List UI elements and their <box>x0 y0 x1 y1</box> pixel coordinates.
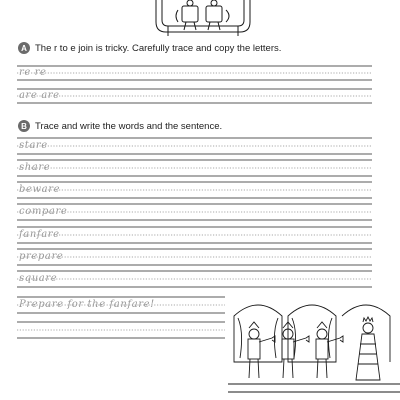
palace-trumpeters-illustration <box>228 292 400 400</box>
trace-compare: compare <box>19 206 68 217</box>
trace-beware: beware <box>19 184 61 195</box>
trace-re: re re <box>19 67 47 78</box>
section-a-badge: A <box>18 42 30 54</box>
trace-prepare: prepare <box>19 251 64 262</box>
trace-sentence: Prepare for the fanfare! <box>19 299 155 310</box>
trace-share: share <box>19 162 51 173</box>
section-a-instruction: The r to e join is tricky. Carefully trace and copy the letters. <box>35 42 282 54</box>
trace-fanfare: fanfare <box>19 229 60 240</box>
trace-stare: stare <box>19 140 48 151</box>
section-b-instruction: Trace and write the words and the sentence. <box>35 120 223 132</box>
trace-are: are are <box>19 90 60 101</box>
section-b-badge: B <box>18 120 30 132</box>
trace-square: square <box>19 273 58 284</box>
